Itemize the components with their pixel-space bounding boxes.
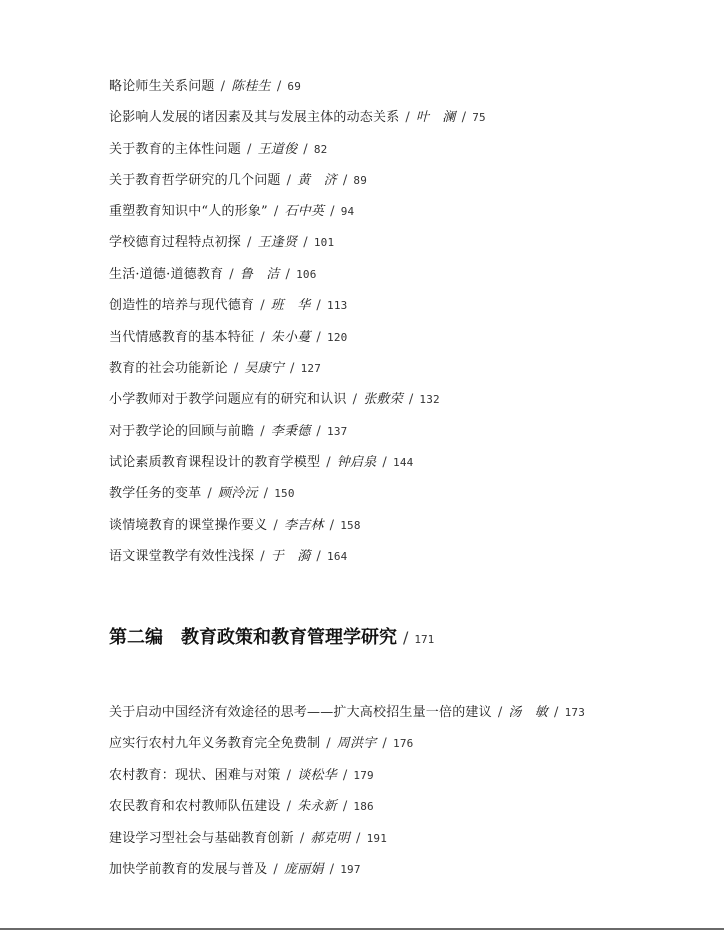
separator: / bbox=[273, 204, 279, 219]
toc-entry[interactable] bbox=[109, 202, 354, 222]
entry-title: 略论师生关系问题 bbox=[109, 79, 215, 94]
entry-author: 陈桂生 bbox=[231, 79, 271, 94]
separator: / bbox=[405, 110, 410, 125]
entry-page-number: 132 bbox=[419, 393, 440, 406]
separator: / bbox=[554, 705, 559, 720]
entry-author: 张敷荣 bbox=[363, 392, 403, 407]
separator: / bbox=[382, 455, 387, 470]
separator: / bbox=[382, 736, 387, 751]
entry-author: 钟启泉 bbox=[336, 455, 377, 470]
entry-author: 鲁 洁 bbox=[239, 267, 280, 282]
entry-title: 农民教育和农村教师队伍建设 bbox=[109, 799, 281, 814]
toc-entry[interactable] bbox=[109, 265, 317, 285]
entry-page-number: 89 bbox=[353, 174, 368, 187]
toc-entry[interactable] bbox=[109, 766, 374, 786]
entry-author: 王道俊 bbox=[257, 142, 298, 157]
entry-author: 郝克明 bbox=[310, 831, 351, 846]
separator: / bbox=[286, 799, 292, 814]
separator: / bbox=[285, 267, 291, 282]
entry-page-number: 94 bbox=[340, 205, 355, 218]
entry-title: 对于教学论的回顾与前瞻 bbox=[109, 424, 255, 439]
separator: / bbox=[326, 736, 331, 751]
part-page-number: 171 bbox=[414, 633, 435, 646]
entry-title: 关于启动中国经济有效途径的思考——扩大高校招生量一倍的建议 bbox=[109, 705, 492, 720]
entry-title: 关于教育哲学研究的几个问题 bbox=[109, 173, 281, 188]
entry-author: 吴康宁 bbox=[244, 361, 285, 376]
separator: / bbox=[342, 768, 348, 783]
entry-page-number: 173 bbox=[564, 706, 586, 719]
toc-entry[interactable] bbox=[109, 171, 367, 191]
toc-entry[interactable] bbox=[109, 390, 440, 410]
entry-author: 顾泠沅 bbox=[218, 486, 258, 501]
entry-title: 建设学习型社会与基础教育创新 bbox=[109, 831, 294, 846]
entry-title: 谈情境教育的课堂操作要义 bbox=[109, 518, 268, 533]
entry-title: 学校德育过程特点初探 bbox=[109, 235, 242, 250]
entry-title: 农村教育：现状、困难与对策 bbox=[109, 768, 281, 783]
separator: / bbox=[408, 392, 414, 407]
entry-author: 石中英 bbox=[284, 204, 325, 219]
separator: / bbox=[247, 235, 252, 250]
entry-author: 叶 澜 bbox=[416, 110, 456, 125]
entry-page-number: 158 bbox=[340, 519, 361, 532]
separator: / bbox=[342, 173, 348, 188]
separator: / bbox=[403, 628, 409, 647]
separator: / bbox=[316, 549, 321, 564]
toc-entry[interactable] bbox=[109, 829, 387, 849]
toc-entry[interactable] bbox=[109, 359, 321, 379]
entry-page-number: 106 bbox=[296, 268, 317, 281]
separator: / bbox=[290, 361, 295, 376]
toc-entry[interactable] bbox=[109, 516, 361, 536]
entry-page-number: 75 bbox=[472, 111, 486, 124]
toc-entry[interactable] bbox=[109, 860, 361, 880]
part-title: 第二编 教育政策和教育管理学研究 bbox=[109, 627, 397, 648]
separator: / bbox=[229, 267, 234, 282]
entry-page-number: 82 bbox=[313, 143, 328, 156]
separator: / bbox=[316, 298, 321, 313]
separator: / bbox=[342, 799, 348, 814]
part-heading[interactable] bbox=[109, 624, 434, 652]
separator: / bbox=[276, 79, 282, 94]
toc-entry[interactable] bbox=[109, 703, 585, 723]
entry-title: 教学任务的变革 bbox=[109, 486, 202, 501]
separator: / bbox=[299, 831, 305, 846]
entry-author: 朱小蔓 bbox=[270, 330, 311, 345]
entry-author: 李秉德 bbox=[270, 424, 311, 439]
entry-author: 于 漪 bbox=[270, 549, 311, 564]
separator: / bbox=[260, 424, 265, 439]
entry-title: 应实行农村九年义务教育完全免费制 bbox=[109, 736, 321, 751]
toc-entry[interactable] bbox=[109, 140, 327, 160]
entry-author: 王逢贤 bbox=[257, 235, 298, 250]
toc-entry[interactable] bbox=[109, 797, 374, 817]
entry-title: 论影响人发展的诸因素及其与发展主体的动态关系 bbox=[109, 110, 400, 125]
entry-page-number: 113 bbox=[327, 299, 348, 312]
toc-entry[interactable] bbox=[109, 453, 413, 473]
separator: / bbox=[303, 235, 308, 250]
entry-author: 周洪宇 bbox=[336, 736, 377, 751]
entry-title: 关于教育的主体性问题 bbox=[109, 142, 242, 157]
entry-title: 生活·道德·道德教育 bbox=[109, 267, 224, 282]
toc-entry[interactable] bbox=[109, 547, 347, 567]
entry-page-number: 144 bbox=[393, 456, 414, 469]
separator: / bbox=[263, 486, 269, 501]
separator: / bbox=[329, 862, 335, 877]
separator: / bbox=[260, 549, 265, 564]
entry-author: 黄 济 bbox=[297, 173, 337, 188]
separator: / bbox=[260, 330, 265, 345]
entry-author: 李吉林 bbox=[284, 518, 324, 533]
entry-title: 小学教师对于教学问题应有的研究和认识 bbox=[109, 392, 347, 407]
entry-page-number: 197 bbox=[340, 863, 361, 876]
entry-author: 庞丽娟 bbox=[284, 862, 324, 877]
entry-page-number: 127 bbox=[300, 362, 322, 375]
entry-page-number: 137 bbox=[327, 425, 348, 438]
entry-author: 谈松华 bbox=[297, 768, 337, 783]
separator: / bbox=[356, 831, 361, 846]
separator: / bbox=[207, 486, 212, 501]
entry-page-number: 186 bbox=[353, 800, 374, 813]
entry-page-number: 179 bbox=[353, 769, 374, 782]
separator: / bbox=[303, 142, 308, 157]
entry-title: 重塑教育知识中“人的形象” bbox=[109, 204, 268, 219]
separator: / bbox=[273, 518, 278, 533]
separator: / bbox=[260, 298, 265, 313]
entry-page-number: 150 bbox=[274, 487, 295, 500]
separator: / bbox=[497, 705, 503, 720]
entry-page-number: 176 bbox=[393, 737, 414, 750]
toc-entry[interactable] bbox=[109, 422, 347, 442]
separator: / bbox=[247, 142, 252, 157]
toc-entry[interactable] bbox=[109, 296, 347, 316]
entry-title: 加快学前教育的发展与普及 bbox=[109, 862, 268, 877]
toc-entry[interactable] bbox=[109, 328, 347, 348]
toc-entry[interactable] bbox=[109, 77, 301, 97]
page-bottom-rule bbox=[0, 928, 724, 930]
toc-entry[interactable] bbox=[109, 484, 295, 504]
entry-page-number: 101 bbox=[313, 236, 335, 249]
separator: / bbox=[233, 361, 239, 376]
entry-page-number: 191 bbox=[366, 832, 388, 845]
toc-entry[interactable] bbox=[109, 108, 486, 128]
entry-page-number: 120 bbox=[327, 331, 348, 344]
toc-entry[interactable] bbox=[109, 734, 413, 754]
entry-author: 朱永新 bbox=[297, 799, 337, 814]
separator: / bbox=[461, 110, 467, 125]
entry-page-number: 164 bbox=[327, 550, 348, 563]
entry-page-number: 69 bbox=[287, 80, 302, 93]
separator: / bbox=[286, 768, 292, 783]
entry-title: 教育的社会功能新论 bbox=[109, 361, 228, 376]
separator: / bbox=[286, 173, 292, 188]
separator: / bbox=[316, 424, 321, 439]
entry-author: 班 华 bbox=[270, 298, 311, 313]
entry-title: 语文课堂教学有效性浅探 bbox=[109, 549, 255, 564]
separator: / bbox=[273, 862, 278, 877]
entry-author: 汤 敏 bbox=[508, 705, 549, 720]
separator: / bbox=[220, 79, 226, 94]
entry-title: 试论素质教育课程设计的教育学模型 bbox=[109, 455, 321, 470]
separator: / bbox=[352, 392, 358, 407]
separator: / bbox=[316, 330, 321, 345]
separator: / bbox=[329, 518, 335, 533]
separator: / bbox=[326, 455, 331, 470]
entry-title: 创造性的培养与现代德育 bbox=[109, 298, 255, 313]
toc-entry[interactable] bbox=[109, 233, 334, 253]
separator: / bbox=[330, 204, 335, 219]
entry-title: 当代情感教育的基本特征 bbox=[109, 330, 255, 345]
